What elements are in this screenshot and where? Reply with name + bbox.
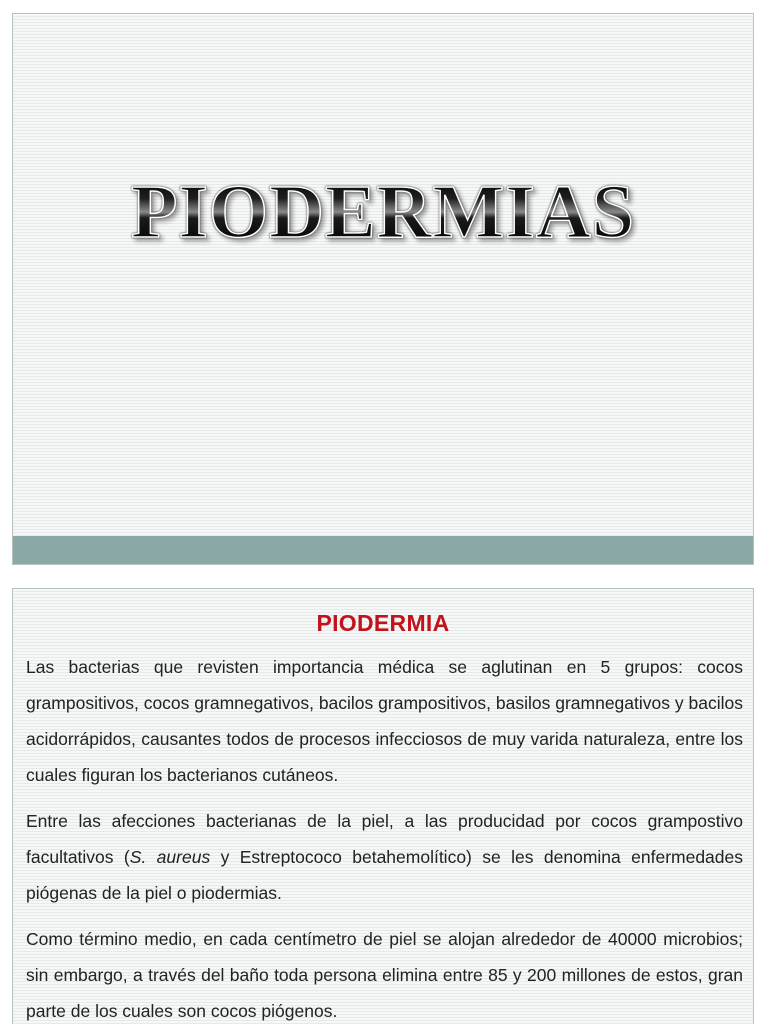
slide-title: PIODERMIAS bbox=[130, 170, 636, 254]
paragraph-1: Las bacterias que revisten importancia médica se aglutinan en 5 grupos: cocos grampositivos, cocos gramnegativos, bacilos grampositivos, basilos gramnegativos y bacilos acidorrápidos, causantes todos de procesos infecciosos de muy varida naturaleza, entre los cuales figuran los bacterianos cutáneos. bbox=[26, 657, 743, 785]
paragraph-3: Como término medio, en cada centímetro de piel se alojan alrededor de 40000 microbios; sin embargo, a través del baño toda persona elimina entre 85 y 200 millones de estos, gran parte de los cuales son cocos piógenos. bbox=[26, 929, 743, 1021]
slide-footer-band bbox=[13, 536, 753, 564]
paragraph-2 bbox=[26, 803, 743, 911]
content-slide bbox=[12, 588, 754, 1024]
title-slide bbox=[12, 13, 754, 565]
paragraph-2-text-a: Entre las afecciones bacterianas de la piel, a las producidad por cocos grampostivo facultativos ( bbox=[26, 811, 743, 867]
paragraph-2-text-b: y Estreptococo betahemolítico) se les denomina enfermedades piógenas de la piel o piodermias. bbox=[26, 847, 744, 903]
title-wrapper bbox=[13, 170, 753, 254]
species-name: S. aureus bbox=[129, 847, 211, 867]
slide-body bbox=[26, 649, 743, 1024]
section-heading: PIODERMIA bbox=[316, 610, 450, 636]
